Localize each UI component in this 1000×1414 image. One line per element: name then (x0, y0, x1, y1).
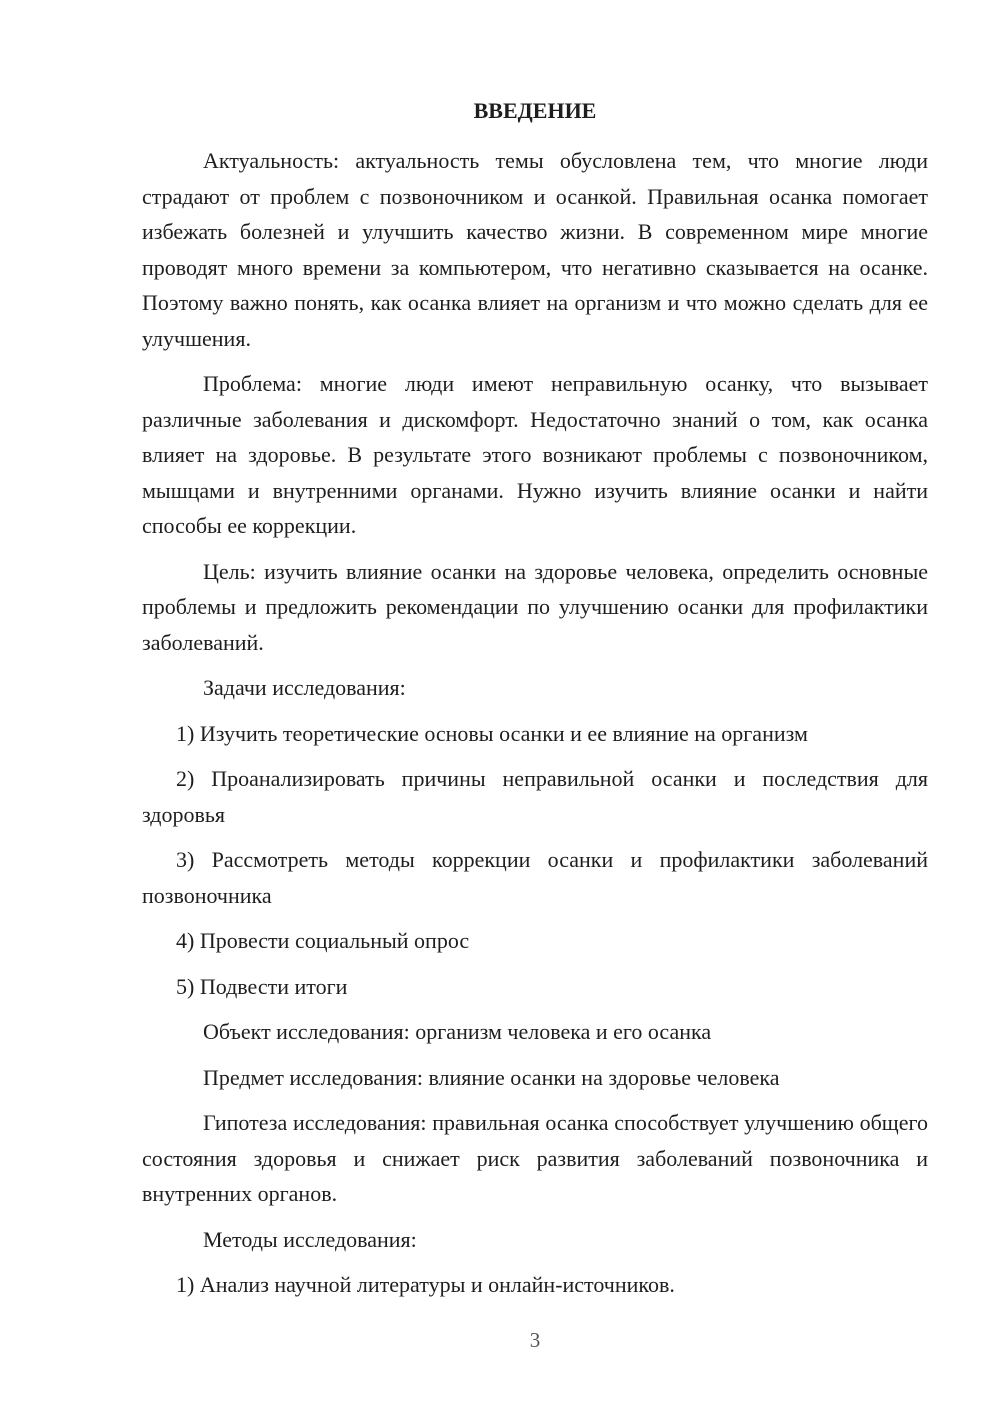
goal-paragraph: Цель: изучить влияние осанки на здоровье человека, определить основные проблемы и предложить рекомендации по улучшению осанки для профилактики заболеваний. (142, 558, 928, 655)
task-item: 2) Проанализировать причины неправильной осанки и последствия для здоровья (142, 766, 928, 827)
method-item: 1) Анализ научной литературы и онлайн-источников. (176, 1272, 675, 1297)
document-body (142, 143, 928, 1313)
task-item: 4) Провести социальный опрос (176, 928, 470, 953)
research-object: Объект исследования: организм человека и его осанка (203, 1019, 712, 1044)
research-hypothesis: Гипотеза исследования: правильная осанка способствует улучшению общего состояния здоровья и снижает риск развития заболеваний позвоночника и внутренних органов. (142, 1110, 928, 1206)
problem-paragraph: Проблема: многие люди имеют неправильную осанку, что вызывает различные заболевания и дискомфорт. Недостаточно знаний о том, как осанка влияет на здоровье. В результате этого возникают проблемы с позвоночником, мышцами и внутренними органами. Нужно изучить влияние осанки и найти способы ее коррекции. (142, 371, 928, 538)
relevance-paragraph: Актуальность: актуальность темы обусловлена тем, что многие люди страдают от проблем с позвоночником и осанкой. Правильная осанка помогает избежать болезней и улучшить качество жизни. В современном мире многие проводят много времени за компьютером, что негативно сказывается на осанке. Поэтому важно понять, как осанка влияет на организм и что можно сделать для ее улучшения. (142, 148, 928, 351)
task-item: 1) Изучить теоретические основы осанки и ее влияние на организм (176, 720, 808, 746)
methods-heading: Методы исследования: (203, 1226, 417, 1252)
task-item: 5) Подвести итоги (176, 973, 348, 999)
section-heading: ВВЕДЕНИЕ (473, 98, 597, 123)
document-page (142, 0, 928, 1414)
tasks-heading: Задачи исследования: (203, 675, 406, 700)
research-subject: Предмет исследования: влияние осанки на здоровье человека (203, 1064, 780, 1090)
page-number: 3 (529, 1328, 541, 1352)
task-item: 3) Рассмотреть методы коррекции осанки и профилактики заболеваний позвоночника (142, 847, 928, 908)
